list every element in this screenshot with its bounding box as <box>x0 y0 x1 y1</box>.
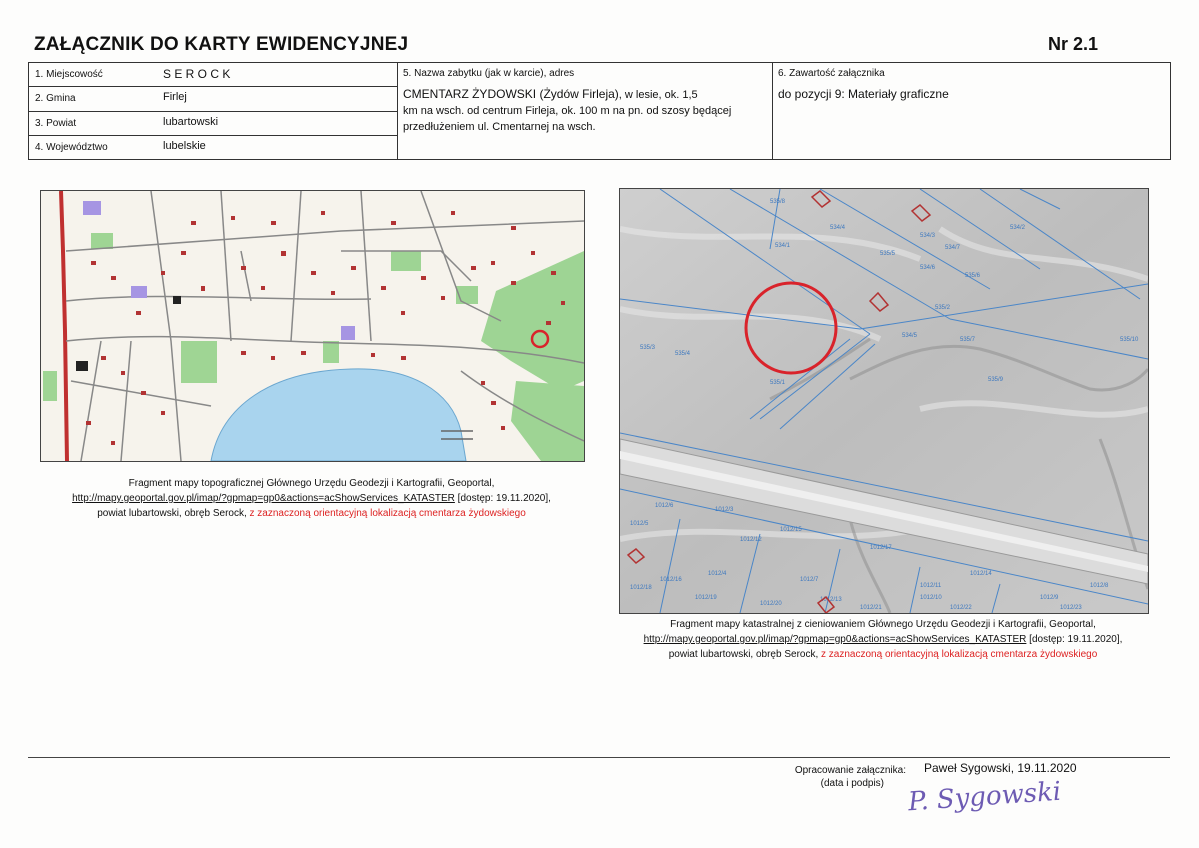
field-miejscowosc <box>29 63 398 87</box>
cadastral-map <box>619 188 1149 614</box>
field-value: Firlej <box>163 91 187 104</box>
field-value: lubelskie <box>163 139 206 152</box>
footer-label-line: (data i podpis) <box>820 778 884 789</box>
building-black <box>173 296 181 304</box>
parcel-label-6: 534/7 <box>945 245 961 251</box>
field-label: 4. Województwo <box>35 141 108 153</box>
parcel-label-5: 534/6 <box>920 265 936 271</box>
field-zawartosc <box>773 63 1171 160</box>
footer-label-line: Opracowanie załącznika: <box>794 765 906 776</box>
parcel-label-32: 1012/18 <box>630 585 652 591</box>
field-value: S E R O C K <box>163 67 231 81</box>
field-label: 3. Powiat <box>35 117 77 129</box>
field-label: 1. Miejscowość <box>35 69 103 80</box>
parcel-label-27: 1012/13 <box>820 597 842 603</box>
parcel-label-3: 534/1 <box>775 243 791 249</box>
field-zabytek <box>398 63 773 160</box>
parcel-label-29: 1012/8 <box>1090 583 1109 589</box>
field-label: 5. Nazwa zabytku (jak w karcie), adres <box>403 68 575 79</box>
field-label: 2. Gmina <box>35 93 76 105</box>
parcel-label-7: 535/6 <box>965 273 981 279</box>
parcel-label-24: 1012/10 <box>920 595 942 601</box>
parcel-label-18: 1012/5 <box>630 521 649 527</box>
address-part: , w lesie, ok. 1,5 <box>618 89 698 101</box>
cadastral-map-graphic <box>620 189 1148 613</box>
parcel-label-15: 535/2 <box>935 305 951 311</box>
parcel-label-34: 1012/20 <box>760 601 782 607</box>
parcel-label-36: 1012/22 <box>950 605 972 611</box>
parcel-label-0: 535/8 <box>770 199 786 205</box>
caption-access-date: [dostęp: 19.11.2020], <box>454 493 551 504</box>
field-value: do pozycji 9: Materiały graficzne <box>778 87 949 101</box>
parcel-label-9: 534/5 <box>902 333 918 339</box>
parcel-label-4: 535/5 <box>880 251 896 257</box>
parcel-label-37: 1012/23 <box>1060 605 1082 611</box>
cadastral-map-caption <box>600 617 1166 662</box>
monument-name: CMENTARZ ŻYDOWSKI (Żydów Firleja) <box>403 87 619 101</box>
geoportal-link[interactable]: http://mapy.geoportal.gov.pl/imap/?gpmap=gp0&actions=acShowServices_KATASTER <box>72 493 455 504</box>
parcel-label-22: 1012/11 <box>920 583 942 589</box>
caption-line: powiat lubartowski, obręb Serock, <box>97 508 250 519</box>
parcel-label-2: 534/3 <box>920 233 936 239</box>
building-black <box>76 361 88 371</box>
field-label: 6. Zawartość załącznika <box>778 68 885 79</box>
parcel-label-19: 1012/3 <box>715 507 734 513</box>
caption-line: Fragment mapy katastralnej z cieniowaniem Głównego Urzędu Geodezji i Kartografii, Geoportal, <box>670 619 1096 630</box>
footer-label <box>780 764 906 790</box>
parcel-label-8: 534/2 <box>1010 225 1026 231</box>
geoportal-link[interactable]: http://mapy.geoportal.gov.pl/imap/?gpmap=gp0&actions=acShowServices_KATASTER <box>643 634 1027 645</box>
address-part: km na wsch. od centrum Firleja, ok. 100 m na pn. od szosy będącej <box>403 105 732 117</box>
parcel-label-30: 1012/12 <box>740 537 762 543</box>
parcel-label-20: 1012/4 <box>708 571 727 577</box>
parcel-label-10: 535/4 <box>675 351 691 357</box>
parcel-label-33: 1012/19 <box>695 595 717 601</box>
caption-marker-note: z zaznaczoną orientacyjną lokalizacją cmentarza żydowskiego <box>821 649 1098 660</box>
parcel-label-17: 1012/6 <box>655 503 674 509</box>
signature: P. Sygowski <box>907 776 1063 818</box>
caption-marker-note: z zaznaczoną orientacyjną lokalizacją cmentarza żydowskiego <box>249 508 526 519</box>
field-wojewodztwo <box>29 135 398 159</box>
parcel-label-26: 1012/16 <box>660 577 682 583</box>
topographic-map <box>40 190 585 462</box>
parcel-label-16: 535/7 <box>960 337 976 343</box>
parcel-label-11: 535/3 <box>640 345 656 351</box>
parcel-label-1: 534/4 <box>830 225 846 231</box>
document-number: Nr 2.1 <box>1048 34 1099 54</box>
field-powiat <box>29 111 398 135</box>
header-table <box>28 62 1171 160</box>
footer-divider <box>28 757 1170 758</box>
caption-line: powiat lubartowski, obręb Serock, <box>668 649 822 660</box>
author-and-date: Paweł Sygowski, 19.11.2020 <box>924 761 1077 775</box>
field-gmina <box>29 87 398 111</box>
address-part: przedłużeniem ul. Cmentarnej na wsch. <box>403 121 596 133</box>
topographic-map-graphic <box>41 191 584 461</box>
topographic-map-caption <box>40 476 583 521</box>
parcel-label-14: 535/10 <box>1120 337 1139 343</box>
field-value: lubartowski <box>163 115 219 128</box>
caption-access-date: [dostęp: 19.11.2020], <box>1026 634 1123 645</box>
parcel-label-35: 1012/21 <box>860 605 882 611</box>
parcel-label-12: 535/1 <box>770 380 786 386</box>
parcel-label-13: 535/9 <box>988 377 1004 383</box>
parcel-label-25: 1012/15 <box>780 527 802 533</box>
caption-line: Fragment mapy topograficznej Głównego Urzędu Geodezji i Kartografii, Geoportal, <box>128 478 495 489</box>
parcel-label-23: 1012/14 <box>970 571 992 577</box>
document-title: ZAŁĄCZNIK DO KARTY EWIDENCYJNEJ <box>34 34 409 55</box>
parcel-label-21: 1012/7 <box>800 577 819 583</box>
parcel-label-28: 1012/9 <box>1040 595 1059 601</box>
parcel-label-31: 1012/17 <box>870 545 892 551</box>
